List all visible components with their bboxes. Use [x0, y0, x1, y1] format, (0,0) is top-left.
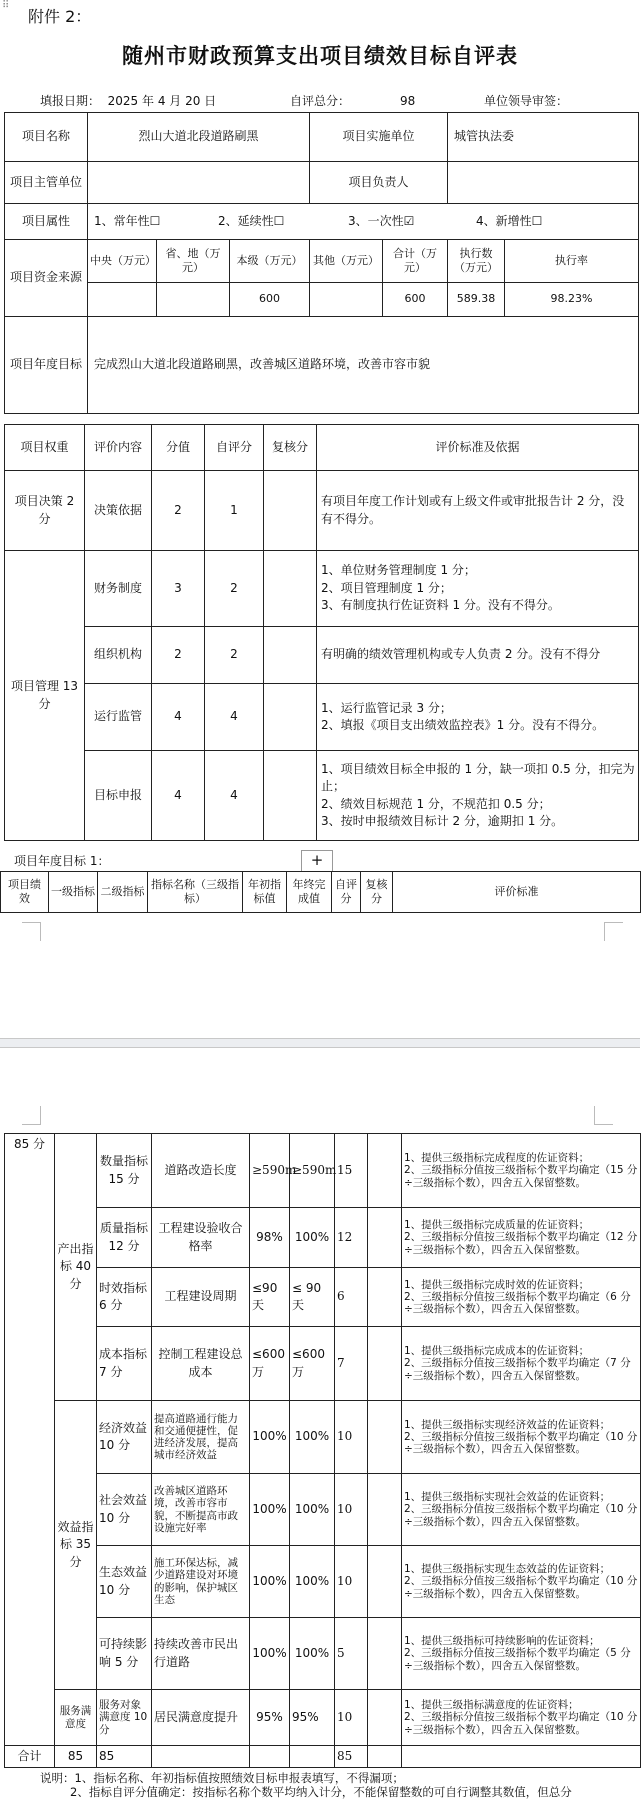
score-header: 复核分	[264, 425, 317, 471]
mgmt-self: 2	[205, 551, 264, 627]
total-blank	[152, 1746, 250, 1768]
l2-indicator: 数量指标 15 分	[97, 1134, 152, 1208]
mgmt-self: 2	[205, 627, 264, 684]
criteria: 1、提供三级指标实现社会效益的佐证资料； 2、三级指标分值按三级指标个数平均确定（10 分÷三级指标个数），四舍五入保留整数。	[402, 1474, 641, 1546]
annual-goal-value: 完成烈山大道北段道路刷黑，改善城区道路环境，改善市容市貌	[88, 317, 639, 414]
funds-header: 合计（万元）	[383, 240, 448, 283]
review-score	[368, 1208, 402, 1268]
mgmt-criteria: 有明确的绩效管理机构或专人负责 2 分。没有不得分	[317, 627, 639, 684]
page-top-margin	[0, 1048, 640, 1132]
self-score: 6	[335, 1268, 368, 1327]
total-blank	[250, 1746, 290, 1768]
init-value: 100%	[250, 1401, 290, 1474]
dept-label: 项目主管单位	[5, 162, 88, 204]
management-weight: 项目管理 13 分	[5, 551, 85, 841]
mgmt-criteria: 1、单位财务管理制度 1 分； 2、项目管理制度 1 分； 3、有制度执行佐证资料 1 分。没有不得分。	[317, 551, 639, 627]
attr-option[interactable]: 2、延续性☐	[218, 213, 285, 228]
owner-label: 项目负责人	[310, 162, 448, 204]
mgmt-review	[264, 551, 317, 627]
init-value: 100%	[250, 1546, 290, 1618]
mgmt-content: 组织机构	[85, 627, 152, 684]
perf-header: 项目绩效	[1, 872, 49, 913]
score-header: 评价内容	[85, 425, 152, 471]
l3-indicator: 工程建设周期	[152, 1268, 250, 1327]
l2-indicator: 可持续影响 5 分	[97, 1618, 152, 1690]
self-score: 5	[335, 1618, 368, 1690]
criteria: 1、提供三级指标完成程度的佐证资料； 2、三级指标分值按三级指标个数平均确定（15 分÷三级指标个数），四舍五入保留整数。	[402, 1134, 641, 1208]
page-title: 随州市财政预算支出项目绩效目标自评表	[122, 44, 518, 68]
project-name-label: 项目名称	[5, 113, 88, 162]
dept-value	[88, 162, 310, 204]
init-value: ≤90天	[250, 1268, 290, 1327]
perf-header: 自评分	[332, 872, 361, 913]
funds-value	[88, 283, 157, 317]
mgmt-score: 4	[152, 751, 205, 841]
perf-header: 评价标准	[393, 872, 641, 913]
satisfaction-label: 服务满意度	[55, 1690, 97, 1746]
review-score	[368, 1546, 402, 1618]
decision-self: 1	[205, 471, 264, 551]
funds-header: 省、地（万元）	[157, 240, 230, 283]
criteria: 1、提供三级指标实现生态效益的佐证资料； 2、三级指标分值按三级指标个数平均确定（10 分÷三级指标个数），四舍五入保留整数。	[402, 1546, 641, 1618]
mgmt-review	[264, 684, 317, 751]
page-gap	[0, 1039, 640, 1047]
score-table	[4, 424, 639, 841]
l2-indicator: 成本指标 7 分	[97, 1327, 152, 1401]
perf-header: 年终完成值	[287, 872, 332, 913]
criteria: 1、提供三级指标实现经济效益的佐证资料； 2、三级指标分值按三级指标个数平均确定（10 分÷三级指标个数），四舍五入保留整数。	[402, 1401, 641, 1474]
final-value: 100%	[290, 1618, 335, 1690]
final-value: ≤ 90天	[290, 1268, 335, 1327]
funds-value	[310, 283, 383, 317]
decision-review	[264, 471, 317, 551]
self-score: 自评总分： 98	[290, 94, 416, 108]
self-score: 10	[335, 1401, 368, 1474]
init-value: ≥590m	[250, 1134, 290, 1208]
final-value: 100%	[290, 1208, 335, 1268]
output-indicator-label: 产出指标 40 分	[55, 1134, 97, 1401]
perf-header-table	[0, 871, 641, 913]
self-score: 15	[335, 1134, 368, 1208]
decision-content: 决策依据	[85, 471, 152, 551]
perf-header: 年初指标值	[243, 872, 287, 913]
score-header: 自评分	[205, 425, 264, 471]
total-label: 合计	[5, 1746, 55, 1768]
l2-indicator: 经济效益 10 分	[97, 1401, 152, 1474]
funds-value: 589.38	[448, 283, 505, 317]
basic-info-table	[4, 112, 639, 414]
mgmt-review	[264, 751, 317, 841]
funds-value: 98.23%	[505, 283, 639, 317]
l3-indicator: 道路改造长度	[152, 1134, 250, 1208]
l2-indicator: 服务对象满意度 10 分	[97, 1690, 152, 1746]
total-c1: 85	[55, 1746, 97, 1768]
perf-header: 复核分	[361, 872, 393, 913]
init-value: 98%	[250, 1208, 290, 1268]
mgmt-score: 3	[152, 551, 205, 627]
mgmt-content: 目标申报	[85, 751, 152, 841]
total-blank	[402, 1746, 641, 1768]
attr-option[interactable]: 3、一次性☑	[348, 213, 415, 228]
final-value: 95%	[290, 1690, 335, 1746]
self-score: 7	[335, 1327, 368, 1401]
perf-detail-table	[4, 1133, 641, 1768]
funds-value: 600	[383, 283, 448, 317]
owner-value	[448, 162, 639, 204]
decision-criteria: 有项目年度工作计划或有上级文件或审批报告计 2 分，没有不得分。	[317, 471, 639, 551]
leader-signoff: 单位领导审签：	[484, 94, 569, 108]
init-value: ≤600万	[250, 1327, 290, 1401]
criteria: 1、提供三级指标完成质量的佐证资料； 2、三级指标分值按三级指标个数平均确定（12 分÷三级指标个数），四舍五入保留整数。	[402, 1208, 641, 1268]
final-value: 100%	[290, 1546, 335, 1618]
note-second-line: 2、指标自评分值确定：按指标名称个数平均纳入计分，不能保留整数的可自行调整其数值，但总分	[70, 1785, 572, 1799]
review-score	[368, 1690, 402, 1746]
perf-header: 指标名称（三级指标）	[148, 872, 243, 913]
perf-goal-label: 项目年度目标 1：	[14, 854, 110, 868]
funds-header: 执行率	[505, 240, 639, 283]
impl-unit-label: 项目实施单位	[310, 113, 448, 162]
final-value: ≥590m	[290, 1134, 335, 1208]
drag-handle[interactable]: ⠿	[2, 0, 11, 11]
perf-header: 二级指标	[98, 872, 148, 913]
criteria: 1、提供三级指标满意度的佐证资料； 2、三级指标分值按三级指标个数平均确定（10 分÷三级指标个数），四舍五入保留整数。	[402, 1690, 641, 1746]
mgmt-self: 4	[205, 684, 264, 751]
l3-indicator: 施工环保达标，减少道路建设对环境的影响，保护城区生态	[152, 1546, 250, 1618]
l3-indicator: 改善城区道路环境，改善市容市貌，不断提高市政设施完好率	[152, 1474, 250, 1546]
l3-indicator: 提高道路通行能力和交通便捷性，促进经济发展，提高城市经济效益	[152, 1401, 250, 1474]
mgmt-criteria: 1、运行监管记录 3 分； 2、填报《项目支出绩效监控表》1 分。没有不得分。	[317, 684, 639, 751]
mgmt-content: 财务制度	[85, 551, 152, 627]
l2-indicator: 社会效益 10 分	[97, 1474, 152, 1546]
funds-header: 本级（万元）	[230, 240, 310, 283]
criteria: 1、提供三级指标完成成本的佐证资料； 2、三级指标分值按三级指标个数平均确定（7 分÷三级指标个数），四舍五入保留整数。	[402, 1327, 641, 1401]
score-header: 项目权重	[5, 425, 85, 471]
mgmt-criteria: 1、项目绩效目标全申报的 1 分，缺一项扣 0.5 分，扣完为止； 2、绩效目标规范 1 分，不规范扣 0.5 分； 3、按时申报绩效目标计 2 分，逾期扣 1 分。	[317, 751, 639, 841]
note: 说明：1、指标名称、年初指标值按照绩效目标申报表填写，不得漏项；	[40, 1771, 404, 1785]
total-c2: 85	[97, 1746, 152, 1768]
funds-header: 执行数（万元）	[448, 240, 505, 283]
mgmt-review	[264, 627, 317, 684]
mgmt-self: 4	[205, 751, 264, 841]
funds-label: 项目资金来源	[5, 240, 88, 317]
mgmt-score: 2	[152, 627, 205, 684]
init-value: 100%	[250, 1618, 290, 1690]
criteria: 1、提供三级指标完成时效的佐证资料； 2、三级指标分值按三级指标个数平均确定（6 分÷三级指标个数），四舍五入保留整数。	[402, 1268, 641, 1327]
review-score	[368, 1618, 402, 1690]
decision-weight: 项目决策 2 分	[5, 471, 85, 551]
final-value: ≤600万	[290, 1327, 335, 1401]
review-score	[368, 1134, 402, 1208]
attr-option[interactable]: 1、常年性☐	[94, 213, 161, 228]
l3-indicator: 居民满意度提升	[152, 1690, 250, 1746]
funds-header: 中央（万元）	[88, 240, 157, 283]
init-value: 95%	[250, 1690, 290, 1746]
self-score: 10	[335, 1474, 368, 1546]
funds-value	[157, 283, 230, 317]
attr-option[interactable]: 4、新增性☐	[476, 213, 543, 228]
l2-indicator: 质量指标 12 分	[97, 1208, 152, 1268]
self-score: 12	[335, 1208, 368, 1268]
annual-goal-label: 项目年度目标	[5, 317, 88, 414]
self-score: 10	[335, 1690, 368, 1746]
add-row-button[interactable]: +	[301, 850, 333, 872]
l3-indicator: 持续改善市民出行道路	[152, 1618, 250, 1690]
l2-indicator: 生态效益 10 分	[97, 1546, 152, 1618]
page-bottom-margin	[0, 914, 640, 1038]
final-value: 100%	[290, 1474, 335, 1546]
funds-header: 其他（万元）	[310, 240, 383, 283]
perf-total-score: 85 分	[5, 1134, 55, 1746]
mgmt-content: 运行监管	[85, 684, 152, 751]
attr-options	[88, 204, 639, 240]
review-score	[368, 1474, 402, 1546]
self-score: 10	[335, 1546, 368, 1618]
impl-unit-value: 城管执法委	[448, 113, 639, 162]
decision-score: 2	[152, 471, 205, 551]
funds-value: 600	[230, 283, 310, 317]
l2-indicator: 时效指标 6 分	[97, 1268, 152, 1327]
l3-indicator: 工程建设验收合格率	[152, 1208, 250, 1268]
l3-indicator: 控制工程建设总成本	[152, 1327, 250, 1401]
init-value: 100%	[250, 1474, 290, 1546]
score-header: 分值	[152, 425, 205, 471]
review-score	[368, 1401, 402, 1474]
review-score	[368, 1327, 402, 1401]
fill-date: 填报日期： 2025 年 4 月 20 日	[40, 94, 217, 108]
score-header: 评价标准及依据	[317, 425, 639, 471]
criteria: 1、提供三级指标可持续影响的佐证资料； 2、三级指标分值按三级指标个数平均确定（5 分÷三级指标个数），四舍五入保留整数。	[402, 1618, 641, 1690]
attr-label: 项目属性	[5, 204, 88, 240]
total-self: 85	[335, 1746, 368, 1768]
total-blank	[368, 1746, 402, 1768]
attachment-label: 附件 2：	[28, 7, 92, 26]
project-name-value: 烈山大道北段道路刷黑	[88, 113, 310, 162]
perf-header: 一级指标	[49, 872, 98, 913]
total-blank	[290, 1746, 335, 1768]
final-value: 100%	[290, 1401, 335, 1474]
mgmt-score: 4	[152, 684, 205, 751]
review-score	[368, 1268, 402, 1327]
benefit-indicator-label: 效益指标 35 分	[55, 1401, 97, 1690]
